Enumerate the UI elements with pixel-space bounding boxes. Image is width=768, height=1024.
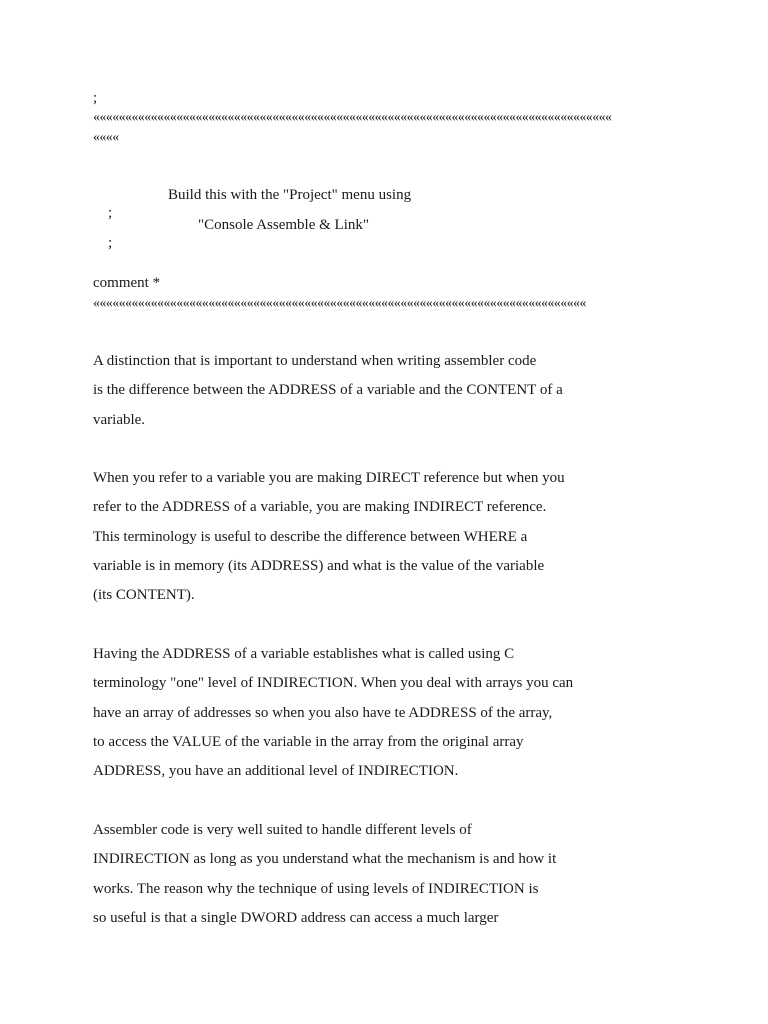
paragraph-line: ADDRESS, you have an additional level of INDIRECTION. [93, 763, 459, 779]
header-rule-line-continued: «««« [93, 130, 119, 145]
paragraph-line: Assembler code is very well suited to handle different levels of [93, 822, 472, 838]
paragraph-line: is the difference between the ADDRESS of a variable and the CONTENT of a [93, 382, 563, 398]
build-note-semicolon: ; [108, 205, 113, 221]
paragraph-line: refer to the ADDRESS of a variable, you are making INDIRECT reference. [93, 499, 547, 515]
paragraph-line: This terminology is useful to describe the difference between WHERE a [93, 529, 528, 545]
paragraph-line: INDIRECTION as long as you understand what the mechanism is and how it [93, 851, 557, 867]
paragraph-line: so useful is that a single DWORD address can access a much larger [93, 910, 499, 926]
header-semicolon: ; [93, 90, 98, 106]
comment-label: comment * [93, 275, 161, 291]
paragraph-line: to access the VALUE of the variable in the array from the original array [93, 734, 524, 750]
paragraph-line: variable. [93, 412, 146, 428]
build-note-text: "Console Assemble & Link" [198, 217, 369, 233]
paragraph-line: terminology "one" level of INDIRECTION. When you deal with arrays you can [93, 675, 574, 691]
paragraph-line: variable is in memory (its ADDRESS) and what is the value of the variable [93, 558, 545, 574]
comment-rule-line: ««««««««««««««««««««««««««««««««««««««««««««««««««««««««««««««««««««««««««««« [93, 296, 586, 311]
build-note-semicolon: ; [108, 235, 113, 251]
paragraph-line: A distinction that is important to understand when writing assembler code [93, 353, 537, 369]
build-note-line-2 [93, 216, 693, 251]
paragraph-line: have an array of addresses so when you also have te ADDRESS of the array, [93, 705, 553, 721]
paragraph-line: works. The reason why the technique of using levels of INDIRECTION is [93, 881, 539, 897]
paragraph-line: (its CONTENT). [93, 587, 195, 603]
build-note-text: Build this with the "Project" menu using [168, 187, 412, 203]
paragraph-line: When you refer to a variable you are making DIRECT reference but when you [93, 470, 565, 486]
header-rule-line: ««««««««««««««««««««««««««««««««««««««««««««««««««««««««««««««««««««««««««««««««« [93, 110, 612, 125]
paragraph-line: Having the ADDRESS of a variable establishes what is called using C [93, 646, 515, 662]
build-note-line-1 [93, 186, 693, 221]
